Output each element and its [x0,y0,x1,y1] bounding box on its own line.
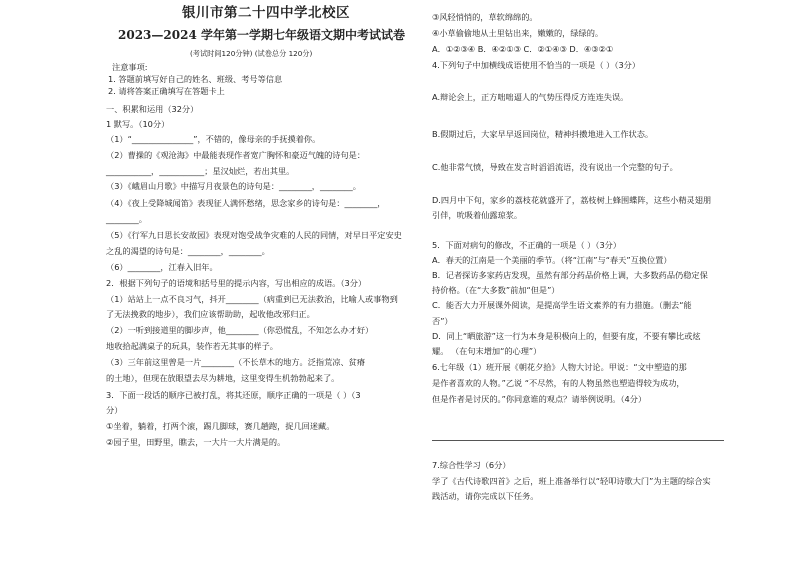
q1-item-3: （3）《峨眉山月歌》中描写月夜景色的诗句是：________，________。 [106,181,361,191]
exam-title: 2023—2024 学年第一学期七年级语文期中考试试卷 [118,28,405,42]
q3-sentence-4: ④小草偷偷地从土里钻出来，嫩嫩的，绿绿的。 [432,28,604,38]
school-title: 银川市第二十四中学北校区 [182,5,350,21]
section-1-title: 一、积累和运用（32分） [106,104,199,114]
q3-sentence-1: ①坐着，躺着，打两个滚，踢几脚球，赛几趟跑，捉几回迷藏。 [106,421,335,431]
q5-option-d2: 耀。 （在句末增加“的心理”） [432,346,542,356]
notice-item-2: 2. 请将答案正确填写在答题卡上 [108,86,225,96]
q7-line-1: 学了《古代诗歌四首》之后，班上准备举行以“轻叩诗歌大门”为主题的综合实 [432,476,711,486]
q4-option-c: C.他非常气愤，导致在发言时滔滔流语，没有说出一个完整的句子。 [432,162,678,172]
q6-line-2: 是作者喜欢的人物。”乙说 “不尽然，有的人物虽然也塑造得较为成功， [432,378,685,388]
q3-title: 3．下面一段话的顺序已被打乱，将其还原，顺序正确的一项是（ ）（3 [106,390,361,400]
q3-title-cont: 分） [106,405,123,415]
q3-options: A．①②③④ B．④②①③ C．②①④③ D．④③②① [432,44,614,54]
q1-item-4a: （4）《夜上受降城闻笛》表现征人满怀愁绪，思念家乡的诗句是：________， [106,198,386,208]
q2-title: 2．根据下列句子的语境和括号里的提示内容，写出相应的成语。（3分） [106,278,367,288]
notice-item-1: 1. 答题前填写好自己的姓名、班级、考号等信息 [108,74,283,84]
q5-option-d1: D．同上“晒旅游”这一行为本身是积极向上的，但要有度，不要有攀比或炫 [432,331,701,341]
q5-title: 5．下面对病句的修改，不正确的一项是（ ）（3分） [432,240,622,250]
q1-item-1: （1）“_______________”，不错的，像母亲的手抚摸着你。 [106,134,321,144]
q1-title: 1 默写。（10分） [106,119,170,129]
q5-option-c1: C．能否大力开展课外阅读，是提高学生语文素养的有力措施。（删去“能 [432,300,692,310]
q1-item-4b: ________。 [106,214,147,224]
q5-option-a: A．春天的江南是一个美丽的季节。（将“江南”与“春天”互换位置） [432,255,672,265]
q2-item-2a: （2）一听到接道里的脚步声，他________（你恐慌乱，不知怎么办才好） [106,325,374,335]
q3-sentence-2: ②园子里，田野里，瞧去，一大片一大片满是的。 [106,437,286,447]
q2-item-3b: 的土地），但现在放眼望去尽为耕地，这里变得生机勃勃起来了。 [106,373,340,383]
q4-title: 4.下列句子中加横线成语使用不恰当的一项是（ ）（3分） [432,60,641,70]
q6-line-3: 但是作者是讨厌的。”你同意谁的观点？请举例说明。（4分） [432,394,647,404]
q4-option-d1: D.四月中下旬，家乡的荔枝花就盛开了，荔枝树上蜂围蝶阵，这些小精灵翅朋 [432,195,712,205]
q5-option-c2: 否”） [432,316,453,326]
q4-option-a: A.辩论会上，正方咄咄逼人的气势压得反方连连失误。 [432,92,629,102]
answer-line [432,440,724,441]
q1-item-5a: （5）《行军九日思长安故园》表现对饱受战争灾难的人民的同情，对早日平定安史 [106,230,402,240]
q1-item-5b: 之乱的渴望的诗句是：________，________。 [106,246,270,256]
q1-item-2b: ___________，___________；星汉灿烂，若出其里。 [106,166,295,176]
q5-option-b1: B．记者探访多家药店发现，虽然有部分药品价格上调，大多数药品仍稳定保 [432,270,708,280]
q2-item-2b: 地收拾起满桌子的玩具，装作若无其事的样子。 [106,341,278,351]
q5-option-b2: 持价格。（在“大多数”前加“但是”） [432,285,560,295]
q6-line-1: 6.七年级（1）班开展《朝花夕拾》人物大讨论。甲说：“文中塑造的那 [432,362,687,372]
exam-info: (考试时间120分钟) (试卷总分 120分) [190,49,313,58]
q7-title: 7.综合性学习（6分） [432,460,511,470]
q2-item-1b: 了无法挽救的地步），我们应该帮助助，起收他改邪归正。 [106,309,315,319]
q4-option-d2: 引伴，吮吸着仙露琼浆。 [432,210,523,220]
q2-item-1a: （1）站站上一点不良习气，抖开________（病重到已无法救治，比喻人或事物到 [106,294,398,304]
q4-option-b: B.假期过后，大家早早返回岗位，精神抖擞地进入工作状态。 [432,129,654,139]
q1-item-2a: （2）曹操的《观沧海》中最能表现作者宽广胸怀和豪迈气魄的诗句是： [106,150,366,160]
q7-line-2: 践活动，请你完成以下任务。 [432,491,539,501]
notice-title: 注意事项: [112,62,148,72]
q3-sentence-3: ③风轻悄悄的，草软绵绵的。 [432,12,538,22]
q2-item-3a: （3）三年前这里曾是一片________（不长草木的地方。泛指荒凉、贫瘠 [106,357,366,367]
q1-item-6: （6）________，江春入旧年。 [106,262,218,272]
